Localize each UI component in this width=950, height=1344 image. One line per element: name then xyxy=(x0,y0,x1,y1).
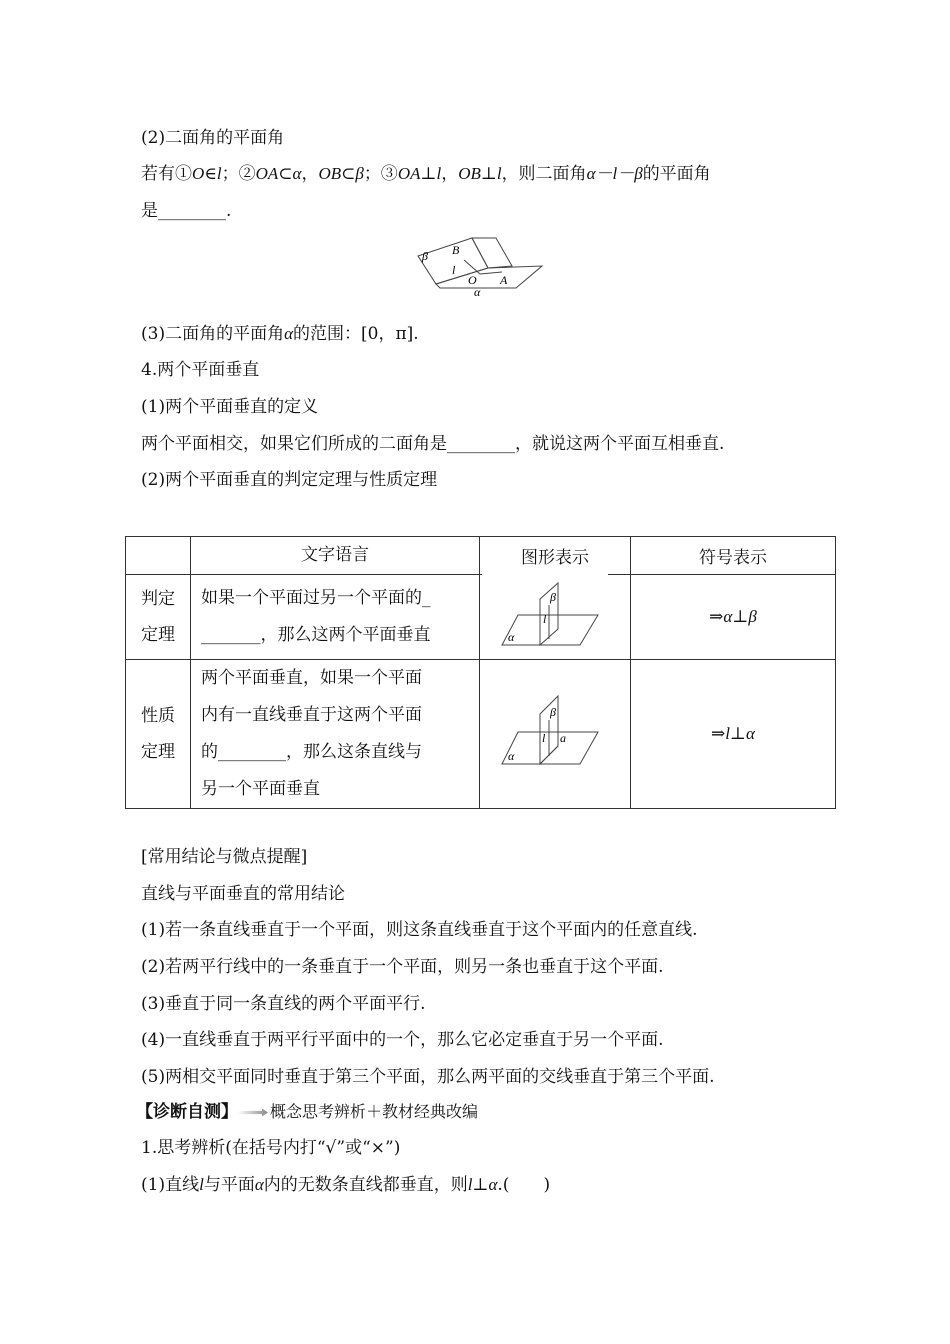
dihedral-range-line: (3)二面角的平面角α的范围：[0，π]. xyxy=(141,324,419,344)
fig1-label-A: A xyxy=(500,273,508,287)
tips-title: [常用结论与微点提醒] xyxy=(141,847,308,867)
header-text-language: 文字语言 xyxy=(191,537,480,575)
fig2-label-alpha: α xyxy=(508,629,515,644)
row1-symbol: ⇒α⊥β xyxy=(631,575,836,660)
theorem-table xyxy=(125,536,836,809)
dihedral-angle-figure xyxy=(410,236,550,298)
table-row-property xyxy=(126,660,836,809)
fig1-label-O: O xyxy=(468,273,477,287)
dihedral-blank-line: 是________. xyxy=(141,201,232,221)
section-perpendicular-planes-title: 4.两个平面垂直 xyxy=(141,360,260,380)
header-symbol: 符号表示 xyxy=(631,537,836,575)
fig2-label-beta: β xyxy=(550,589,556,604)
fig1-label-beta: β xyxy=(422,249,428,263)
fig1-label-l: l xyxy=(452,263,456,277)
diagnosis-header: 【诊断自测】 概念思考辨析＋教材经典改编 xyxy=(136,1102,479,1122)
arrow-right-icon xyxy=(238,1109,268,1117)
tips-item-1: (1)若一条直线垂直于一个平面，则这条直线垂直于这个平面内的任意直线. xyxy=(141,920,698,940)
property-figure xyxy=(500,692,610,772)
fig3-label-a: a xyxy=(560,730,566,745)
fig1-label-B: B xyxy=(452,243,460,257)
row1-text: 如果一个平面过另一个平面的_ _______，那么这两个平面垂直 xyxy=(191,575,480,660)
header-figure: 图形表示 xyxy=(480,537,631,575)
fig3-label-l: l xyxy=(542,730,546,745)
header-empty-cell xyxy=(126,537,191,575)
fig2-label-l: l xyxy=(543,611,547,626)
question-1-title: 1.思考辨析(在括号内打“√”或“×”) xyxy=(141,1138,401,1158)
tips-subtitle: 直线与平面垂直的常用结论 xyxy=(141,884,345,904)
row2-figure-cell xyxy=(480,660,631,809)
question-1-1: (1)直线l与平面α内的无数条直线都垂直，则l⊥α.( ) xyxy=(141,1175,551,1195)
table-row-criterion xyxy=(126,575,836,660)
fig3-label-beta: β xyxy=(550,704,556,719)
definition-title: (1)两个平面垂直的定义 xyxy=(141,397,319,417)
tips-item-2: (2)若两平行线中的一条垂直于一个平面，则另一条也垂直于这个平面. xyxy=(141,957,664,977)
theorem-title: (2)两个平面垂直的判定定理与性质定理 xyxy=(141,470,438,490)
fig3-label-alpha: α xyxy=(508,748,515,763)
table-header-row xyxy=(126,537,836,575)
row1-figure-cell xyxy=(480,575,631,660)
tips-item-3: (3)垂直于同一条直线的两个平面平行. xyxy=(141,994,426,1014)
row2-name: 性质 定理 xyxy=(126,660,191,809)
criterion-figure xyxy=(500,579,610,651)
definition-text: 两个平面相交，如果它们所成的二面角是________，就说这两个平面互相垂直. xyxy=(141,434,725,454)
fig1-label-alpha: α xyxy=(474,285,481,298)
section-dihedral-plane-angle-title: (2)二面角的平面角 xyxy=(141,128,285,148)
row2-text: 两个平面垂直，如果一个平面 内有一直线垂直于这两个平面 的________，那么这条直线与 另一个平面垂直 xyxy=(191,660,480,809)
tips-item-5: (5)两相交平面同时垂直于第三个平面，那么两平面的交线垂直于第三个平面. xyxy=(141,1067,715,1087)
dihedral-condition-line: 若有①O∈l；②OA⊂α，OB⊂β；③OA⊥l，OB⊥l，则二面角α－l－β的平面角 xyxy=(141,164,711,184)
tips-item-4: (4)一直线垂直于两平行平面中的一个，那么它必定垂直于另一个平面. xyxy=(141,1030,664,1050)
row1-name: 判定 定理 xyxy=(126,575,191,660)
row2-symbol: ⇒l⊥α xyxy=(631,660,836,809)
